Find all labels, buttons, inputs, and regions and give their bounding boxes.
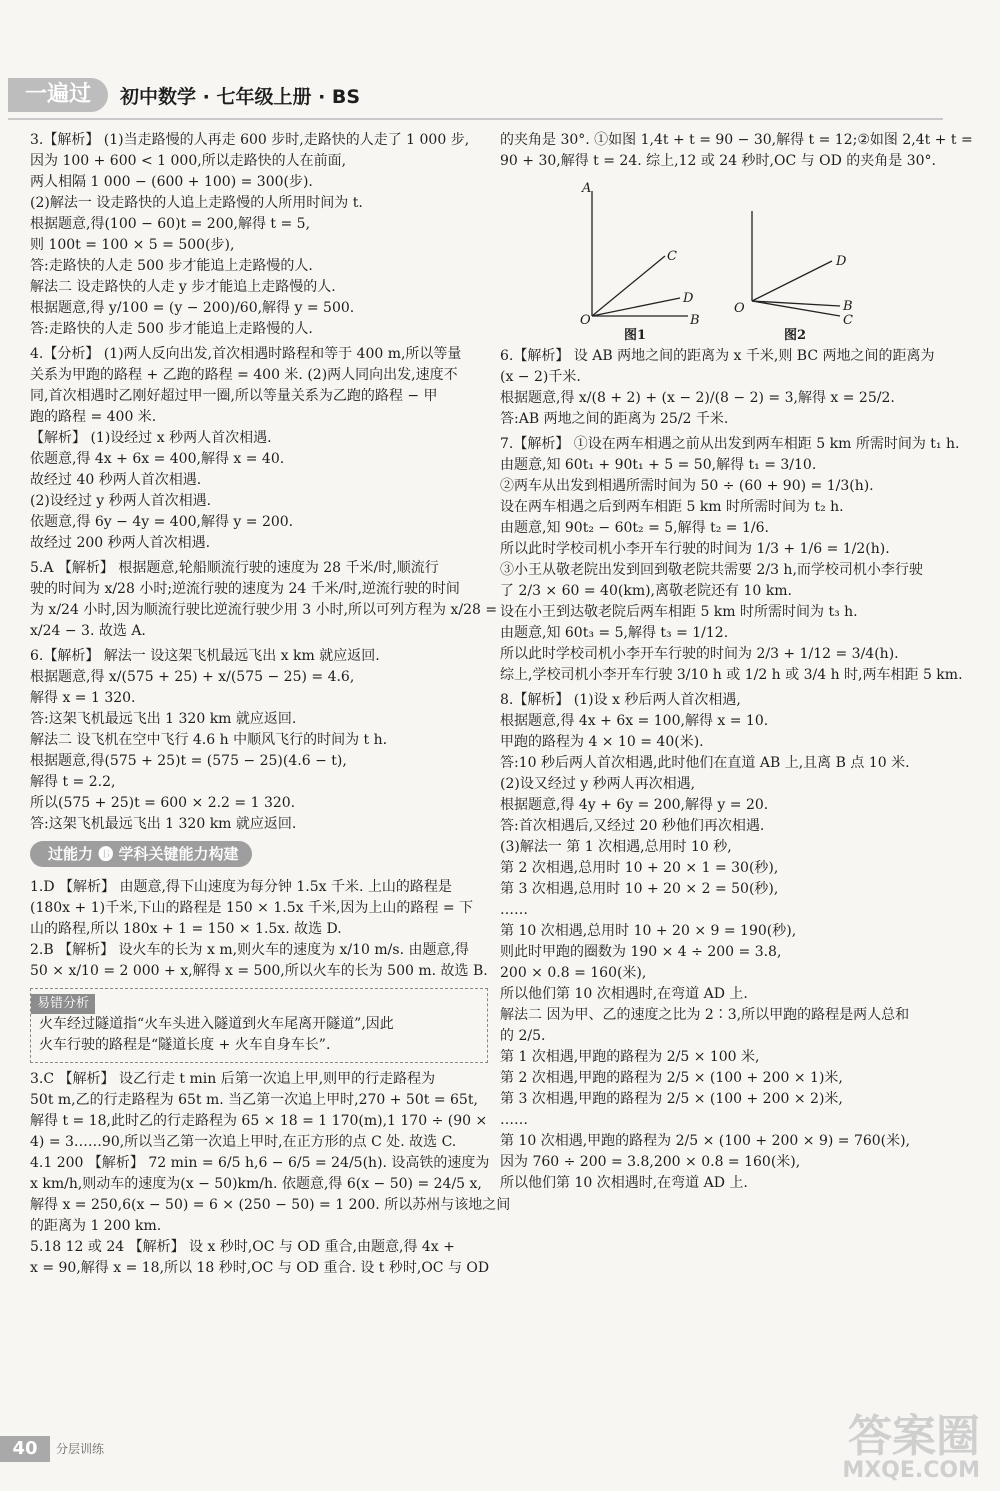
series-logo: 一遍过	[8, 78, 108, 112]
error-analysis-text	[39, 1014, 479, 1056]
text-line: 50t m,乙的行走路程为 65t m. 当乙第一次追上甲时,270 + 50t = 65t,	[30, 1092, 478, 1108]
section-heading	[30, 841, 488, 871]
error-analysis-box	[30, 988, 488, 1063]
fig1-label-a: A	[582, 181, 592, 196]
error-analysis-tag: 易错分析	[31, 994, 95, 1014]
fig2-label-o: O	[734, 301, 745, 316]
text-line: 则此时甲跑的圈数为 190 × 4 ÷ 200 = 3.8,	[500, 944, 782, 960]
text-line: 3.C 【解析】 设乙行走 t min 后第一次追上甲,则甲的行走路程为	[30, 1071, 436, 1087]
text-line: 6.【解析】 解法一 设这架飞机最远飞出 x km 就应返回.	[30, 648, 380, 664]
text-line: 综上,学校司机小李开车行驶 3/10 h 或 1/2 h 或 3/4 h 时,两车相距 5 km.	[500, 667, 963, 683]
figure-2	[734, 176, 890, 346]
text-line: 解法二 设走路快的人走 y 步才能追上走路慢的人.	[30, 279, 336, 295]
text-line: 解得 x = 1 320.	[30, 690, 136, 706]
text-line: 为 x/24 小时,因为顺流行驶比逆流行驶少用 3 小时,所以可列方程为 x/28 =	[30, 602, 498, 618]
text-line: 50 × x/10 = 2 000 + x,解得 x = 500,所以火车的长为 500 m. 故选 B.	[30, 963, 488, 979]
figure-2-lines	[740, 176, 890, 326]
text-line: 【解析】 (1)设经过 x 秒两人首次相遇.	[30, 430, 272, 446]
text-line: 设在两车相遇之后到两车相距 5 km 时所需时间为 t₂ h.	[500, 499, 844, 515]
header-divider	[8, 118, 943, 120]
text-line: ③小王从敬老院出发到回到敬老院共需要 2/3 h,而学校司机小李行驶	[500, 562, 923, 578]
text-line: x = 90,解得 x = 18,所以 18 秒时,OC 与 OD 重合. 设 t 秒时,OC 与 OD	[30, 1260, 490, 1276]
text-line: 因为 760 ÷ 200 = 3.8,200 × 0.8 = 160(米),	[500, 1154, 801, 1170]
text-line: 依题意,得 6y − 4y = 400,解得 y = 200.	[30, 514, 294, 530]
problem-7-solution	[500, 434, 963, 686]
problem-3-solution	[30, 130, 488, 340]
text-line: 由题意,知 60t₃ = 5,解得 t₃ = 1/12.	[500, 625, 729, 641]
figure-1-lines	[580, 176, 730, 326]
text-line: 关系为甲跑的路程 + 乙跑的路程 = 400 米. (2)两人同向出发,速度不	[30, 367, 458, 383]
text-line: 的 2/5.	[500, 1028, 546, 1044]
text-line: 8.【解析】 (1)设 x 秒后两人首次相遇,	[500, 692, 741, 708]
problem-6-right-solution	[500, 346, 940, 430]
fig2-label-b: B	[843, 299, 853, 314]
text-line: 山的路程,所以 180x + 1 = 150 × 1.5x. 故选 D.	[30, 921, 342, 937]
footer-tag: 分层训练	[56, 1442, 105, 1456]
text-line: 根据题意,得(575 + 25)t = (575 − 25)(4.6 − t),	[30, 753, 347, 769]
watermark-url: MXQE.COM	[842, 1458, 980, 1483]
page-number: 40	[0, 1436, 50, 1462]
text-line: 答:走路快的人走 500 步才能追上走路慢的人.	[30, 321, 313, 337]
problem-8-solution	[500, 690, 940, 1194]
problem-6-solution	[30, 646, 488, 835]
text-line: 200 × 0.8 = 160(米),	[500, 965, 647, 981]
text-line: 所以他们第 10 次相遇时,在弯道 AD 上.	[500, 1175, 748, 1191]
text-line: 故经过 40 秒两人首次相遇.	[30, 472, 202, 488]
text-line: 答:10 秒后两人首次相遇,此时他们在直道 AB 上,且离 B 点 10 米.	[500, 755, 910, 771]
text-line: ②两车从出发到相遇所需时间为 50 ÷ (60 + 90) = 1/3(h).	[500, 478, 874, 494]
text-line: 根据题意,得 4x + 6x = 100,解得 x = 10.	[500, 713, 769, 729]
book-title: 初中数学 · 七年级上册 · BS	[120, 86, 361, 108]
text-line: x km/h,则动车的速度为(x − 50)km/h. 依题意,得 6(x − 50) = 24/5 x,	[30, 1176, 482, 1192]
text-line: 则 100t = 100 × 5 = 500(步),	[30, 237, 235, 253]
text-line: 设在小王到达敬老院后两车相距 5 km 时所需时间为 t₃ h.	[500, 604, 858, 620]
text-line: 解得 t = 18,此时乙的行走路程为 65 × 18 = 1 170(m),1 170 ÷ (90 ×	[30, 1113, 488, 1129]
text-line: (180x + 1)千米,下山的路程是 150 × 1.5x 千米,因为上山的路程 = 下	[30, 900, 474, 916]
text-line: ……	[500, 902, 528, 918]
text-line: 甲跑的路程为 4 × 10 = 40(米).	[500, 734, 704, 750]
text-line: x/24 − 3. 故选 A.	[30, 623, 146, 639]
fig1-label-b: B	[690, 313, 700, 328]
text-line: 第 2 次相遇,总用时 10 + 20 × 1 = 30(秒),	[500, 860, 779, 876]
fig1-label-c: C	[667, 249, 677, 264]
text-line: 故经过 200 秒两人首次相遇.	[30, 535, 211, 551]
problem-4-solution	[30, 344, 488, 554]
text-line: 了 2/3 × 60 = 40(km),离敬老院还有 10 km.	[500, 583, 792, 599]
figure-2-caption: 图2	[784, 328, 807, 343]
text-line: 所以此时学校司机小李开车行驶的时间为 1/3 + 1/6 = 1/2(h).	[500, 541, 890, 557]
text-line: 跑的路程 = 400 米.	[30, 409, 157, 425]
ability-problems-1-2	[30, 877, 488, 982]
text-line: 7.【解析】 ①设在两车相遇之前从出发到两车相距 5 km 所需时间为 t₁ h.	[500, 436, 960, 452]
text-line: (3)解法一 第 1 次相遇,总用时 10 秒,	[500, 839, 732, 855]
ability-problems-3-5	[30, 1069, 511, 1279]
text-line: 第 3 次相遇,甲跑的路程为 2/5 × (100 + 200 × 2)米,	[500, 1091, 843, 1107]
page-header	[8, 78, 488, 112]
text-line: 根据题意,得(100 − 60)t = 200,解得 t = 5,	[30, 216, 311, 232]
text-line: 根据题意,得 x/(8 + 2) + (x − 2)/(8 − 2) = 3,解得 x = 25/2.	[500, 390, 895, 406]
section-title: 过能力 🅑 学科关键能力构建	[30, 841, 252, 867]
text-line: 6.【解析】 设 AB 两地之间的距离为 x 千米,则 BC 两地之间的距离为	[500, 348, 935, 364]
text-line: 根据题意,得 y/100 = (y − 200)/60,解得 y = 500.	[30, 300, 355, 316]
text-line: 答:首次相遇后,又经过 20 秒他们再次相遇.	[500, 818, 765, 834]
text-line: 解得 x = 250,6(x − 50) = 6 × (250 − 50) = 1 200. 所以苏州与该地之间	[30, 1197, 511, 1213]
text-line: 4) = 3……90,所以当乙第一次追上甲时,在正方形的点 C 处. 故选 C.	[30, 1134, 457, 1150]
text-line: 的夹角是 30°. ①如图 1,4t + t = 90 − 30,解得 t = 12;②如图 2,4t + t =	[500, 132, 973, 148]
text-line: 所以他们第 10 次相遇时,在弯道 AD 上.	[500, 986, 748, 1002]
text-line: (2)解法一 设走路快的人追上走路慢的人所用时间为 t.	[30, 195, 363, 211]
text-line: 同,首次相遇时乙刚好超过甲一圈,所以等量关系为乙跑的路程 − 甲	[30, 388, 438, 404]
text-line: 解法二 因为甲、乙的速度之比为 2∶3,所以甲跑的路程是两人总和	[500, 1007, 910, 1023]
fig2-label-c: C	[843, 313, 853, 328]
text-line: 的距离为 1 200 km.	[30, 1218, 162, 1234]
text-line: 根据题意,得 x/(575 + 25) + x/(575 − 25) = 4.6,	[30, 669, 355, 685]
text-line: 解法二 设飞机在空中飞行 4.6 h 中顺风飞行的时间为 t h.	[30, 732, 388, 748]
problem-5-continued	[500, 130, 973, 172]
text-line: (x − 2)千米.	[500, 369, 581, 385]
text-line: 所以此时学校司机小李开车行驶的时间为 2/3 + 1/12 = 3/4(h).	[500, 646, 899, 662]
text-line: 第 10 次相遇,总用时 10 + 20 × 9 = 190(秒),	[500, 923, 797, 939]
text-line: (2)设又经过 y 秒两人再次相遇,	[500, 776, 696, 792]
text-line: 4.1 200 【解析】 72 min = 6/5 h,6 − 6/5 = 24/5(h). 设高铁的速度为	[30, 1155, 490, 1171]
text-line: 驶的时间为 x/28 小时;逆流行驶的速度为 24 千米/时,逆流行驶的时间	[30, 581, 460, 597]
text-line: 第 1 次相遇,甲跑的路程为 2/5 × 100 米,	[500, 1049, 760, 1065]
fig2-label-d: D	[836, 254, 847, 269]
text-line: 火车经过隧道指“火车头进入隧道到火车尾离开隧道”,因此	[39, 1016, 394, 1032]
page-footer	[0, 1436, 200, 1462]
text-line: 解得 t = 2.2,	[30, 774, 116, 790]
text-line: 第 10 次相遇,甲跑的路程为 2/5 × (100 + 200 × 9) = 760(米),	[500, 1133, 911, 1149]
text-line: 由题意,知 60t₁ + 90t₁ + 5 = 50,解得 t₁ = 3/10.	[500, 457, 817, 473]
text-line: 火车行驶的路程是“隧道长度 + 火车自身车长”.	[39, 1037, 331, 1053]
fig1-label-o: O	[580, 313, 591, 328]
problem-5-solution	[30, 558, 498, 642]
left-column	[30, 130, 511, 1283]
text-line: 所以(575 + 25)t = 600 × 2.2 = 1 320.	[30, 795, 296, 811]
text-line: 2.B 【解析】 设火车的长为 x m,则火车的速度为 x/10 m/s. 由题意,得	[30, 942, 469, 958]
text-line: 依题意,得 4x + 6x = 400,解得 x = 40.	[30, 451, 285, 467]
figure-1	[580, 176, 730, 346]
text-line: 1.D 【解析】 由题意,得下山速度为每分钟 1.5x 千米. 上山的路程是	[30, 879, 452, 895]
text-line: 答:AB 两地之间的距离为 25/2 千米.	[500, 411, 729, 427]
right-column	[500, 130, 973, 1198]
text-line: 答:走路快的人走 500 步才能追上走路慢的人.	[30, 258, 313, 274]
text-line: 答:这架飞机最远飞出 1 320 km 就应返回.	[30, 711, 297, 727]
fig1-label-d: D	[683, 291, 694, 306]
watermark-logo: 答案圈	[848, 1411, 980, 1462]
text-line: 4.【分析】 (1)两人反向出发,首次相遇时路程和等于 400 m,所以等量	[30, 346, 462, 362]
figure-1-caption: 图1	[624, 328, 647, 343]
text-line: 由题意,知 90t₂ − 60t₂ = 5,解得 t₂ = 1/6.	[500, 520, 769, 536]
text-line: 5.A 【解析】 根据题意,轮船顺流行驶的速度为 28 千米/时,顺流行	[30, 560, 439, 576]
text-line: 第 3 次相遇,总用时 10 + 20 × 2 = 50(秒),	[500, 881, 779, 897]
text-line: 3.【解析】 (1)当走路慢的人再走 600 步时,走路快的人走了 1 000 步,	[30, 132, 470, 148]
text-line: 5.18 12 或 24 【解析】 设 x 秒时,OC 与 OD 重合,由题意,得 4x +	[30, 1239, 455, 1255]
text-line: 第 2 次相遇,甲跑的路程为 2/5 × (100 + 200 × 1)米,	[500, 1070, 843, 1086]
text-line: 根据题意,得 4y + 6y = 200,解得 y = 20.	[500, 797, 769, 813]
angle-figures	[500, 176, 940, 346]
text-line: 90 + 30,解得 t = 24. 综上,12 或 24 秒时,OC 与 OD 的夹角是 30°.	[500, 153, 936, 169]
text-line: 因为 100 + 600 < 1 000,所以走路快的人在前面,	[30, 153, 347, 169]
text-line: ……	[500, 1112, 528, 1128]
text-line: 答:这架飞机最远飞出 1 320 km 就应返回.	[30, 816, 297, 832]
text-line: 两人相隔 1 000 − (600 + 100) = 300(步).	[30, 174, 313, 190]
text-line: (2)设经过 y 秒两人首次相遇.	[30, 493, 212, 509]
